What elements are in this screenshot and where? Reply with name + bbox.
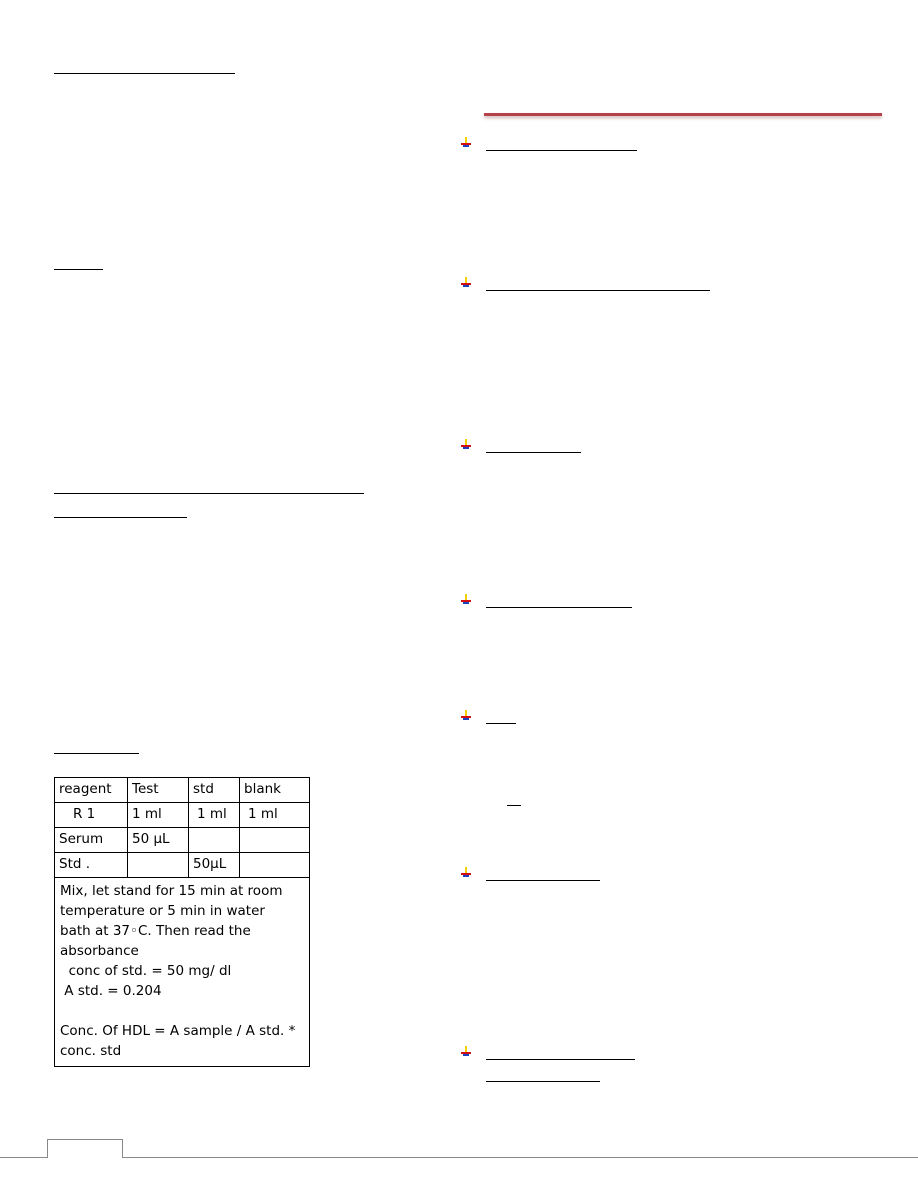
right-heading-7-underline-a	[486, 1059, 635, 1060]
procedure-note	[55, 878, 310, 1067]
table-header-cell: blank	[240, 778, 310, 803]
note-line: A std. = 0.204	[60, 983, 162, 999]
left-heading-3-underline-a	[54, 493, 364, 494]
note-line: temperature or 5 min in water	[60, 903, 265, 919]
pushpin-bullet-icon	[460, 710, 472, 722]
right-heading-6-underline	[486, 880, 600, 881]
right-heading-5-underline	[486, 723, 516, 724]
table-cell: R 1	[55, 803, 128, 828]
table-cell: Std .	[55, 853, 128, 878]
right-small-underline	[507, 805, 521, 806]
table-row	[55, 778, 310, 803]
table-row	[55, 878, 310, 1067]
pushpin-bullet-icon	[460, 439, 472, 451]
left-heading-4-underline	[54, 753, 139, 754]
table-cell: 50µL	[189, 853, 240, 878]
note-line: Mix, let stand for 15 min at room	[60, 883, 283, 899]
table-cell	[128, 853, 189, 878]
page-number-tab	[47, 1139, 123, 1158]
table-cell: 1 ml	[240, 803, 310, 828]
note-line	[60, 1001, 304, 1021]
left-heading-2-underline	[54, 269, 103, 270]
right-heading-4-underline	[486, 607, 632, 608]
table-cell	[240, 853, 310, 878]
left-heading-1-underline	[54, 73, 235, 74]
pushpin-bullet-icon	[460, 277, 472, 289]
table-header-cell: reagent	[55, 778, 128, 803]
note-line: absorbance	[60, 943, 139, 959]
table-cell	[240, 828, 310, 853]
table-cell: 1 ml	[189, 803, 240, 828]
procedure-table	[54, 777, 310, 1067]
right-heading-3-underline	[486, 452, 581, 453]
table-row	[55, 803, 310, 828]
table-cell: 50 µL	[128, 828, 189, 853]
left-heading-3-underline-b	[54, 517, 187, 518]
right-heading-7-underline-b	[486, 1081, 600, 1082]
table-header-cell: Test	[128, 778, 189, 803]
accent-rule	[484, 113, 882, 116]
table-header-cell: std	[189, 778, 240, 803]
pushpin-bullet-icon	[460, 594, 472, 606]
table-cell: Serum	[55, 828, 128, 853]
right-heading-2-underline	[486, 290, 710, 291]
note-line: bath at 37◦C. Then read the	[60, 923, 251, 939]
note-line: conc. std	[60, 1043, 122, 1059]
table-cell	[189, 828, 240, 853]
footer-rule	[0, 1157, 918, 1158]
table-row	[55, 828, 310, 853]
right-heading-1-underline	[486, 150, 637, 151]
table-row	[55, 853, 310, 878]
note-line: conc of std. = 50 mg/ dl	[60, 963, 232, 979]
pushpin-bullet-icon	[460, 137, 472, 149]
table-cell: 1 ml	[128, 803, 189, 828]
note-line: Conc. Of HDL = A sample / A std. *	[60, 1023, 296, 1039]
pushpin-bullet-icon	[460, 1046, 472, 1058]
pushpin-bullet-icon	[460, 867, 472, 879]
